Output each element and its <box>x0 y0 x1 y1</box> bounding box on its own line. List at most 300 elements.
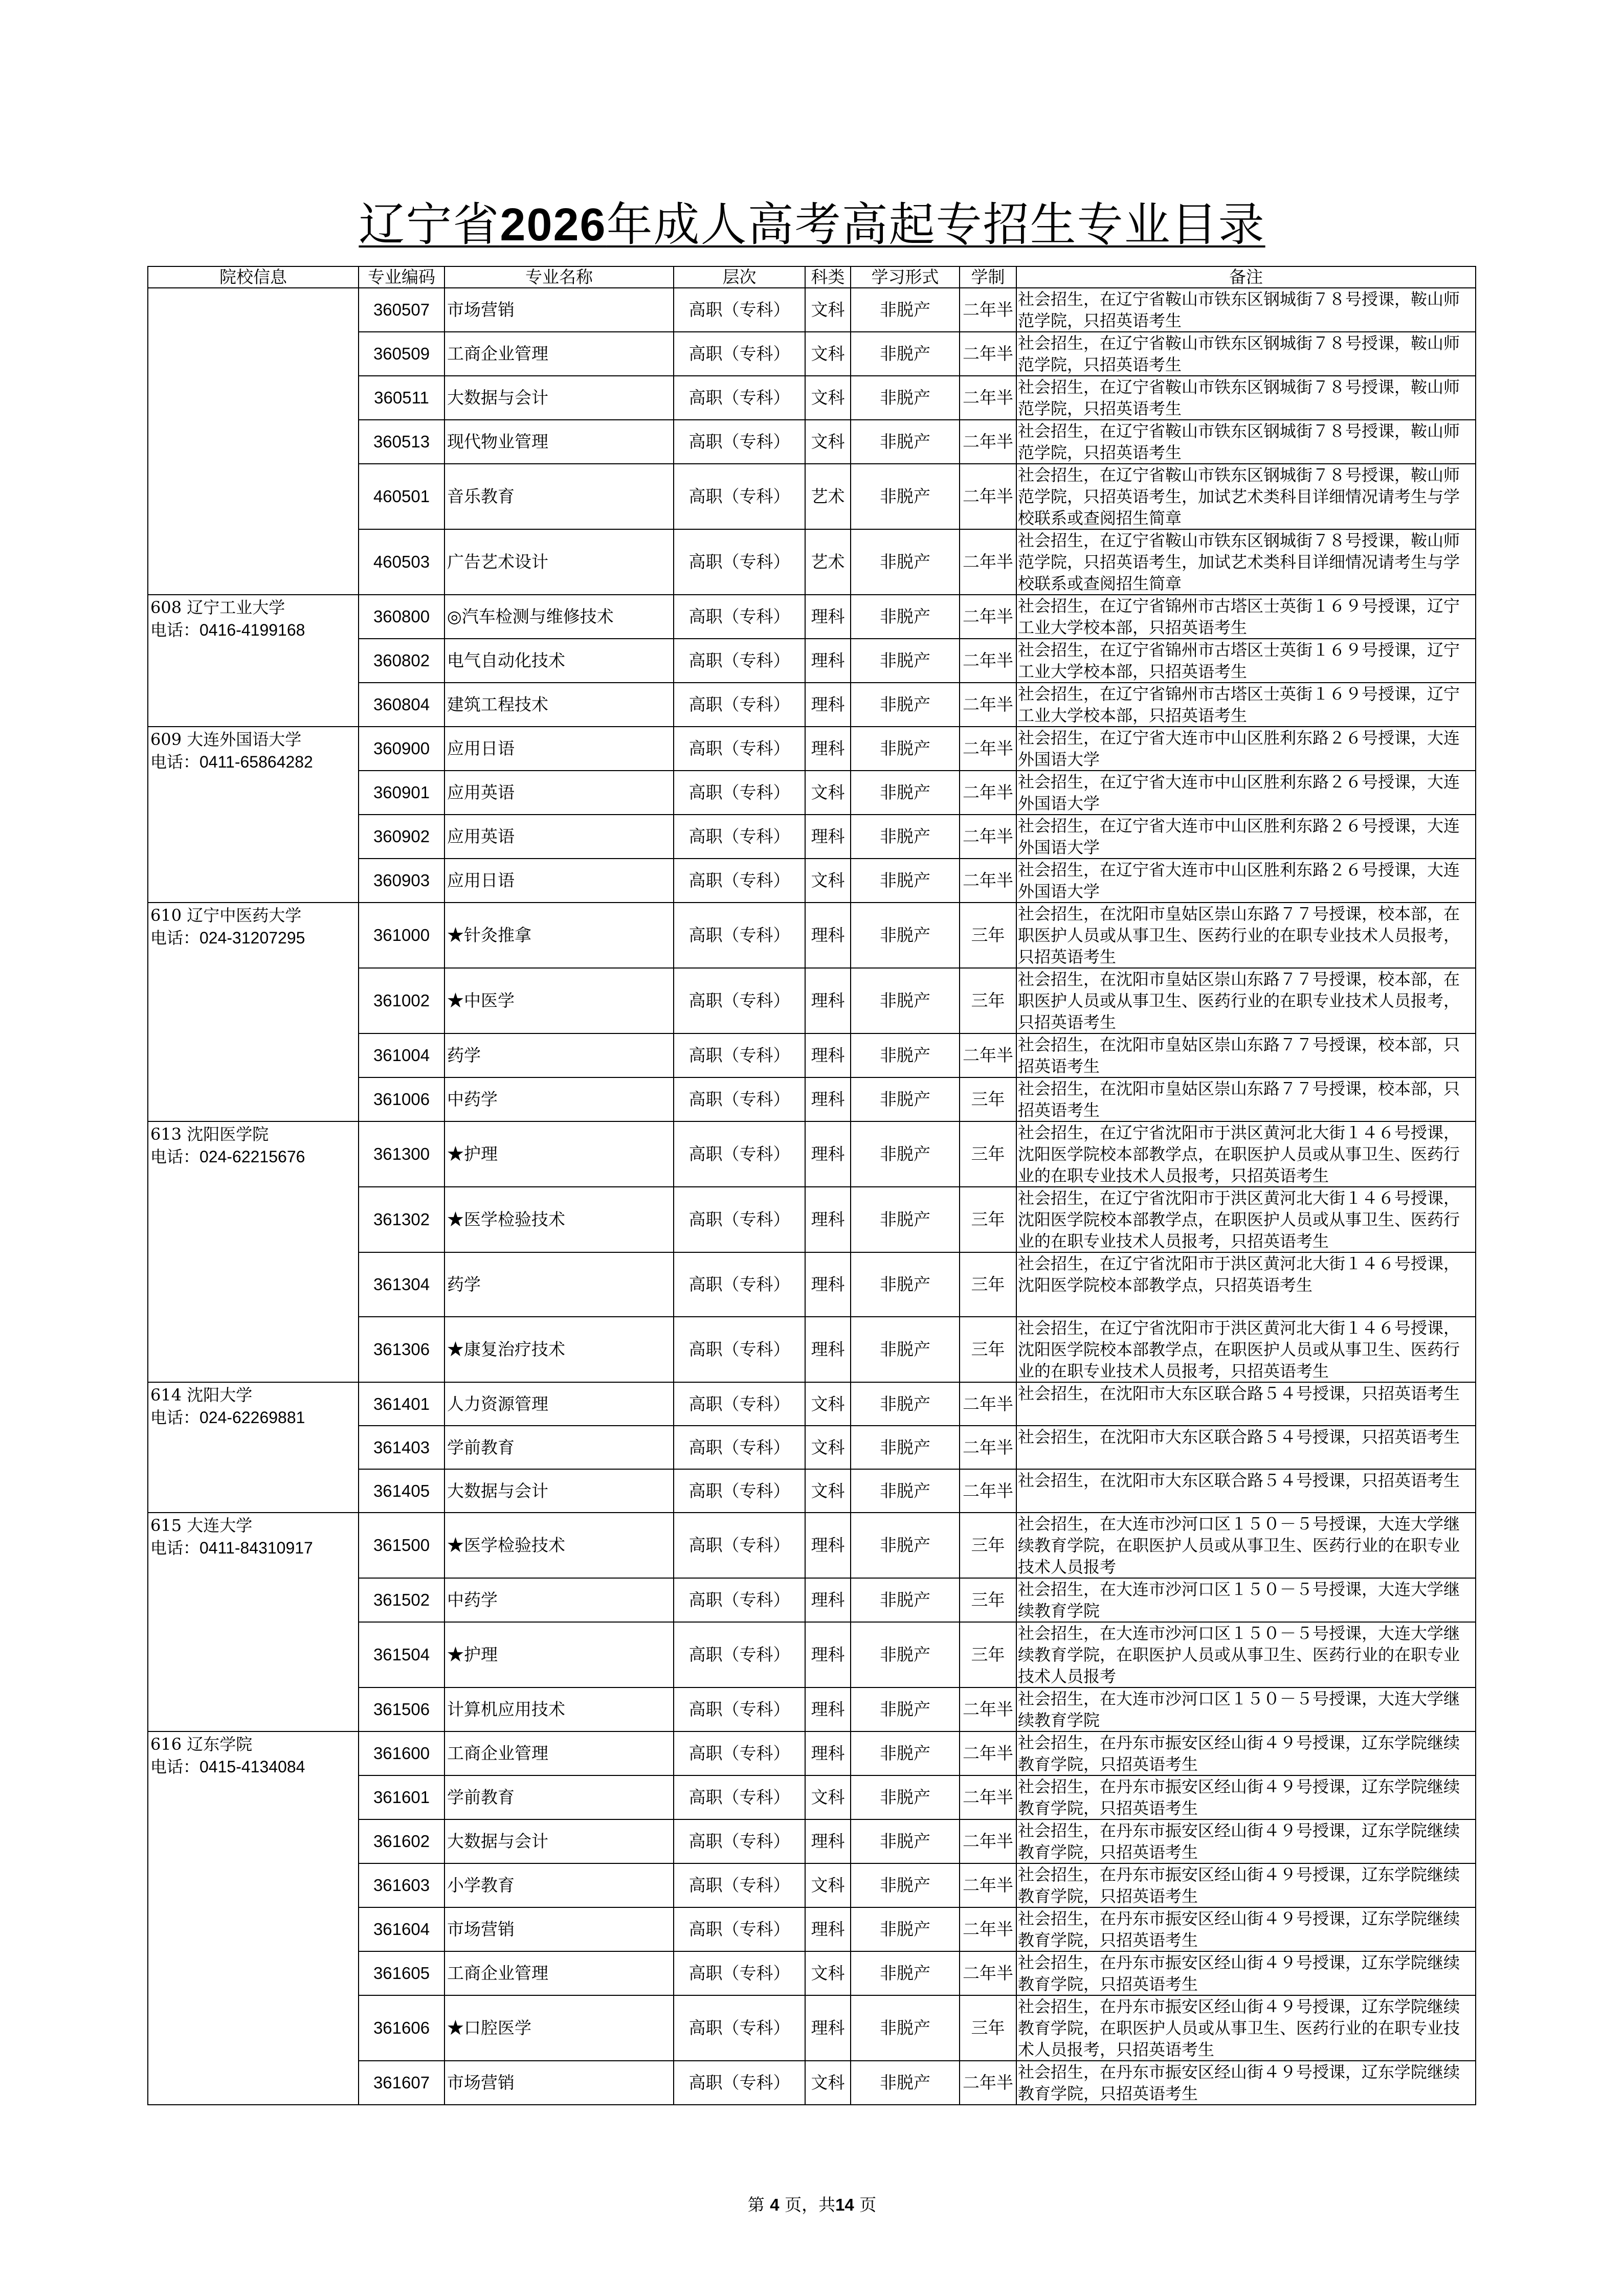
study-form: 非脱产 <box>851 1252 960 1317</box>
level: 高职（专科） <box>674 771 805 815</box>
study-form: 非脱产 <box>851 420 960 464</box>
remark: 社会招生，在辽宁省鞍山市铁东区钢城街７８号授课，鞍山师范学院，只招英语考生 <box>1016 376 1476 420</box>
level: 高职（专科） <box>674 1907 805 1951</box>
level: 高职（专科） <box>674 859 805 903</box>
duration: 三年 <box>960 1121 1016 1187</box>
major-name: 建筑工程技术 <box>444 683 674 727</box>
study-form: 非脱产 <box>851 1187 960 1252</box>
remark: 社会招生，在大连市沙河口区１５０－５号授课，大连大学继续教育学院 <box>1016 1578 1476 1622</box>
category: 理科 <box>805 1578 851 1622</box>
remark: 社会招生，在辽宁省大连市中山区胜利东路２６号授课，大连外国语大学 <box>1016 727 1476 771</box>
remark: 社会招生，在辽宁省锦州市古塔区士英街１６９号授课，辽宁工业大学校本部，只招英语考生 <box>1016 639 1476 683</box>
study-form: 非脱产 <box>851 529 960 595</box>
major-code: 360902 <box>359 815 444 859</box>
major-name: 计算机应用技术 <box>444 1687 674 1731</box>
remark: 社会招生，在辽宁省锦州市古塔区士英街１６９号授课，辽宁工业大学校本部，只招英语考生 <box>1016 683 1476 727</box>
major-code: 460501 <box>359 464 444 529</box>
major-name: ★口腔医学 <box>444 1995 674 2061</box>
study-form: 非脱产 <box>851 1995 960 2061</box>
level: 高职（专科） <box>674 1382 805 1426</box>
level: 高职（专科） <box>674 1513 805 1578</box>
category: 文科 <box>805 1469 851 1513</box>
level: 高职（专科） <box>674 1622 805 1687</box>
major-code: 361002 <box>359 968 444 1033</box>
duration: 二年半 <box>960 859 1016 903</box>
category: 理科 <box>805 1995 851 2061</box>
category: 文科 <box>805 288 851 332</box>
major-name: 药学 <box>444 1252 674 1317</box>
category: 理科 <box>805 1317 851 1382</box>
duration: 三年 <box>960 1995 1016 2061</box>
major-code: 361607 <box>359 2061 444 2105</box>
duration: 三年 <box>960 968 1016 1033</box>
level: 高职（专科） <box>674 529 805 595</box>
level: 高职（专科） <box>674 1995 805 2061</box>
category: 文科 <box>805 1426 851 1469</box>
title-suffix: 年成人高考高起专招生专业目录 <box>606 198 1265 252</box>
header-remark: 备注 <box>1016 266 1476 288</box>
major-name: 中药学 <box>444 1578 674 1622</box>
major-code: 361600 <box>359 1731 444 1775</box>
remark: 社会招生，在辽宁省鞍山市铁东区钢城街７８号授课，鞍山师范学院，只招英语考生 <box>1016 288 1476 332</box>
category: 理科 <box>805 683 851 727</box>
major-code: 361403 <box>359 1426 444 1469</box>
major-code: 361606 <box>359 1995 444 2061</box>
major-code: 361304 <box>359 1252 444 1317</box>
study-form: 非脱产 <box>851 1863 960 1907</box>
duration: 二年半 <box>960 1775 1016 1819</box>
study-form: 非脱产 <box>851 1775 960 1819</box>
duration: 二年半 <box>960 1907 1016 1951</box>
school-info-cell <box>148 1513 359 1731</box>
major-name: 现代物业管理 <box>444 420 674 464</box>
remark: 社会招生，在丹东市振安区经山街４９号授课，辽东学院继续教育学院，只招英语考生 <box>1016 1731 1476 1775</box>
category: 理科 <box>805 1187 851 1252</box>
study-form: 非脱产 <box>851 1578 960 1622</box>
duration: 二年半 <box>960 376 1016 420</box>
school-name: 610 辽宁中医药大学 <box>150 906 302 925</box>
duration: 三年 <box>960 1513 1016 1578</box>
study-form: 非脱产 <box>851 595 960 639</box>
category: 文科 <box>805 1382 851 1426</box>
category: 文科 <box>805 771 851 815</box>
study-form: 非脱产 <box>851 376 960 420</box>
major-name: ◎汽车检测与维修技术 <box>444 595 674 639</box>
major-name: 市场营销 <box>444 1907 674 1951</box>
major-code: 360511 <box>359 376 444 420</box>
level: 高职（专科） <box>674 1819 805 1863</box>
study-form: 非脱产 <box>851 332 960 376</box>
study-form: 非脱产 <box>851 464 960 529</box>
school-info-cell <box>148 1731 359 2105</box>
major-code: 360903 <box>359 859 444 903</box>
category: 文科 <box>805 2061 851 2105</box>
category: 理科 <box>805 1907 851 1951</box>
school-phone: 电话：0411-65864282 <box>150 753 313 771</box>
major-name: 广告艺术设计 <box>444 529 674 595</box>
major-code: 361500 <box>359 1513 444 1578</box>
major-catalog-table <box>147 266 1476 2105</box>
major-code: 361603 <box>359 1863 444 1907</box>
category: 理科 <box>805 639 851 683</box>
duration: 二年半 <box>960 1731 1016 1775</box>
table-row <box>148 727 1476 771</box>
study-form: 非脱产 <box>851 1951 960 1995</box>
header-code: 专业编码 <box>359 266 444 288</box>
duration: 三年 <box>960 1317 1016 1382</box>
school-info-cell <box>148 1382 359 1513</box>
remark: 社会招生，在沈阳市皇姑区崇山东路７７号授课，校本部，在职医护人员或从事卫生、医药行业的在职专业技术人员报考，只招英语考生 <box>1016 903 1476 968</box>
level: 高职（专科） <box>674 1951 805 1995</box>
major-name: ★护理 <box>444 1121 674 1187</box>
school-info-cell <box>148 1121 359 1382</box>
duration: 二年半 <box>960 420 1016 464</box>
remark: 社会招生，在丹东市振安区经山街４９号授课，辽东学院继续教育学院，在职医护人员或从事卫生、医药行业的在职专业技术人员报考，只招英语考生 <box>1016 1995 1476 2061</box>
level: 高职（专科） <box>674 1033 805 1077</box>
header-level: 层次 <box>674 266 805 288</box>
duration: 二年半 <box>960 2061 1016 2105</box>
study-form: 非脱产 <box>851 1513 960 1578</box>
school-phone: 电话：024-62215676 <box>150 1147 305 1166</box>
level: 高职（专科） <box>674 968 805 1033</box>
remark: 社会招生，在大连市沙河口区１５０－５号授课，大连大学继续教育学院，在职医护人员或从事卫生、医药行业的在职专业技术人员报考 <box>1016 1513 1476 1578</box>
study-form: 非脱产 <box>851 1426 960 1469</box>
study-form: 非脱产 <box>851 1687 960 1731</box>
page-footer <box>0 2195 1624 2215</box>
major-name: 应用英语 <box>444 771 674 815</box>
duration: 二年半 <box>960 288 1016 332</box>
school-name: 615 大连大学 <box>150 1516 253 1535</box>
major-name: 市场营销 <box>444 2061 674 2105</box>
study-form: 非脱产 <box>851 288 960 332</box>
category: 理科 <box>805 1033 851 1077</box>
major-code: 360901 <box>359 771 444 815</box>
category: 文科 <box>805 1863 851 1907</box>
page-title <box>0 194 1624 256</box>
major-name: 药学 <box>444 1033 674 1077</box>
category: 文科 <box>805 1775 851 1819</box>
school-info-cell <box>148 903 359 1121</box>
duration: 二年半 <box>960 1687 1016 1731</box>
level: 高职（专科） <box>674 1731 805 1775</box>
duration: 三年 <box>960 1187 1016 1252</box>
category: 文科 <box>805 332 851 376</box>
level: 高职（专科） <box>674 2061 805 2105</box>
major-code: 361405 <box>359 1469 444 1513</box>
table-row <box>148 1121 1476 1187</box>
level: 高职（专科） <box>674 1687 805 1731</box>
school-phone: 电话：024-62269881 <box>150 1408 305 1427</box>
duration: 三年 <box>960 1622 1016 1687</box>
school-info-cell <box>148 595 359 727</box>
school-phone: 电话：0415-4134084 <box>150 1758 305 1776</box>
catalog-body <box>148 288 1476 2105</box>
level: 高职（专科） <box>674 1317 805 1382</box>
study-form: 非脱产 <box>851 1731 960 1775</box>
duration: 二年半 <box>960 1951 1016 1995</box>
duration: 二年半 <box>960 1426 1016 1469</box>
major-code: 360802 <box>359 639 444 683</box>
study-form: 非脱产 <box>851 727 960 771</box>
major-name: 大数据与会计 <box>444 1469 674 1513</box>
table-row <box>148 288 1476 332</box>
major-name: 电气自动化技术 <box>444 639 674 683</box>
major-name: 人力资源管理 <box>444 1382 674 1426</box>
major-code: 361605 <box>359 1951 444 1995</box>
level: 高职（专科） <box>674 1121 805 1187</box>
study-form: 非脱产 <box>851 815 960 859</box>
remark: 社会招生，在沈阳市皇姑区崇山东路７７号授课，校本部，在职医护人员或从事卫生、医药行业的在职专业技术人员报考，只招英语考生 <box>1016 968 1476 1033</box>
duration: 二年半 <box>960 1382 1016 1426</box>
remark: 社会招生，在丹东市振安区经山街４９号授课，辽东学院继续教育学院，只招英语考生 <box>1016 1775 1476 1819</box>
duration: 二年半 <box>960 815 1016 859</box>
level: 高职（专科） <box>674 1187 805 1252</box>
duration: 二年半 <box>960 1819 1016 1863</box>
category: 文科 <box>805 859 851 903</box>
duration: 二年半 <box>960 529 1016 595</box>
school-info-cell <box>148 727 359 903</box>
category: 理科 <box>805 815 851 859</box>
major-name: 工商企业管理 <box>444 1731 674 1775</box>
study-form: 非脱产 <box>851 639 960 683</box>
duration: 二年半 <box>960 595 1016 639</box>
school-phone: 电话：0416-4199168 <box>150 621 305 639</box>
remark: 社会招生，在大连市沙河口区１５０－５号授课，大连大学继续教育学院 <box>1016 1687 1476 1731</box>
major-name: ★中医学 <box>444 968 674 1033</box>
major-code: 361502 <box>359 1578 444 1622</box>
table-row <box>148 903 1476 968</box>
category: 理科 <box>805 1077 851 1121</box>
major-name: 应用日语 <box>444 727 674 771</box>
major-name: ★医学检验技术 <box>444 1187 674 1252</box>
table-row <box>148 1731 1476 1775</box>
category: 艺术 <box>805 529 851 595</box>
level: 高职（专科） <box>674 1426 805 1469</box>
remark: 社会招生，在沈阳市大东区联合路５４号授课，只招英语考生 <box>1016 1426 1476 1469</box>
level: 高职（专科） <box>674 332 805 376</box>
level: 高职（专科） <box>674 1469 805 1513</box>
major-name: 大数据与会计 <box>444 376 674 420</box>
study-form: 非脱产 <box>851 1469 960 1513</box>
major-name: 大数据与会计 <box>444 1819 674 1863</box>
major-code: 361000 <box>359 903 444 968</box>
major-code: 361602 <box>359 1819 444 1863</box>
category: 理科 <box>805 1513 851 1578</box>
major-code: 360509 <box>359 332 444 376</box>
study-form: 非脱产 <box>851 1622 960 1687</box>
level: 高职（专科） <box>674 420 805 464</box>
major-code: 360800 <box>359 595 444 639</box>
category: 理科 <box>805 1687 851 1731</box>
title-year: 2026 <box>500 199 607 251</box>
header-category: 科类 <box>805 266 851 288</box>
category: 文科 <box>805 376 851 420</box>
major-name: ★护理 <box>444 1622 674 1687</box>
duration: 二年半 <box>960 1033 1016 1077</box>
category: 理科 <box>805 968 851 1033</box>
category: 文科 <box>805 1951 851 1995</box>
level: 高职（专科） <box>674 1252 805 1317</box>
remark: 社会招生，在大连市沙河口区１５０－５号授课，大连大学继续教育学院，在职医护人员或从事卫生、医药行业的在职专业技术人员报考 <box>1016 1622 1476 1687</box>
major-name: 工商企业管理 <box>444 332 674 376</box>
category: 理科 <box>805 1252 851 1317</box>
major-code: 360507 <box>359 288 444 332</box>
major-code: 361504 <box>359 1622 444 1687</box>
major-name: 应用日语 <box>444 859 674 903</box>
study-form: 非脱产 <box>851 2061 960 2105</box>
study-form: 非脱产 <box>851 1907 960 1951</box>
header-study-form: 学习形式 <box>851 266 960 288</box>
duration: 二年半 <box>960 771 1016 815</box>
duration: 二年半 <box>960 683 1016 727</box>
remark: 社会招生，在辽宁省沈阳市于洪区黄河北大街１４６号授课，沈阳医学院校本部教学点，在职医护人员或从事卫生、医药行业的在职专业技术人员报考，只招英语考生 <box>1016 1317 1476 1382</box>
category: 理科 <box>805 1819 851 1863</box>
table-row <box>148 1382 1476 1426</box>
duration: 三年 <box>960 1077 1016 1121</box>
major-code: 361601 <box>359 1775 444 1819</box>
level: 高职（专科） <box>674 683 805 727</box>
header-school: 院校信息 <box>148 266 359 288</box>
footer-pre: 第 <box>747 2195 765 2215</box>
category: 理科 <box>805 1622 851 1687</box>
major-name: ★康复治疗技术 <box>444 1317 674 1382</box>
category: 艺术 <box>805 464 851 529</box>
school-phone: 电话：0411-84310917 <box>150 1539 313 1557</box>
study-form: 非脱产 <box>851 1033 960 1077</box>
remark: 社会招生，在丹东市振安区经山街４９号授课，辽东学院继续教育学院，只招英语考生 <box>1016 1951 1476 1995</box>
major-name: ★针灸推拿 <box>444 903 674 968</box>
category: 理科 <box>805 1121 851 1187</box>
study-form: 非脱产 <box>851 968 960 1033</box>
level: 高职（专科） <box>674 815 805 859</box>
remark: 社会招生，在沈阳市大东区联合路５４号授课，只招英语考生 <box>1016 1382 1476 1426</box>
duration: 二年半 <box>960 464 1016 529</box>
major-name: 中药学 <box>444 1077 674 1121</box>
major-code: 361306 <box>359 1317 444 1382</box>
duration: 二年半 <box>960 639 1016 683</box>
major-name: ★医学检验技术 <box>444 1513 674 1578</box>
school-info-cell <box>148 288 359 595</box>
major-name: 音乐教育 <box>444 464 674 529</box>
school-name: 613 沈阳医学院 <box>150 1124 269 1144</box>
study-form: 非脱产 <box>851 1819 960 1863</box>
remark: 社会招生，在辽宁省大连市中山区胜利东路２６号授课，大连外国语大学 <box>1016 815 1476 859</box>
category: 理科 <box>805 727 851 771</box>
remark: 社会招生，在丹东市振安区经山街４９号授课，辽东学院继续教育学院，只招英语考生 <box>1016 1863 1476 1907</box>
category: 理科 <box>805 595 851 639</box>
header-row <box>148 266 1476 288</box>
study-form: 非脱产 <box>851 771 960 815</box>
duration: 二年半 <box>960 727 1016 771</box>
study-form: 非脱产 <box>851 683 960 727</box>
title-prefix: 辽宁省 <box>359 198 500 252</box>
school-phone: 电话：024-31207295 <box>150 929 305 947</box>
school-name: 616 辽东学院 <box>150 1735 253 1754</box>
study-form: 非脱产 <box>851 859 960 903</box>
level: 高职（专科） <box>674 1077 805 1121</box>
category: 文科 <box>805 420 851 464</box>
major-name: 小学教育 <box>444 1863 674 1907</box>
level: 高职（专科） <box>674 727 805 771</box>
remark: 社会招生，在辽宁省沈阳市于洪区黄河北大街１４６号授课，沈阳医学院校本部教学点，在职医护人员或从事卫生、医药行业的在职专业技术人员报考，只招英语考生 <box>1016 1187 1476 1252</box>
study-form: 非脱产 <box>851 1382 960 1426</box>
remark: 社会招生，在沈阳市皇姑区崇山东路７７号授课，校本部，只招英语考生 <box>1016 1033 1476 1077</box>
remark: 社会招生，在丹东市振安区经山街４９号授课，辽东学院继续教育学院，只招英语考生 <box>1016 2061 1476 2105</box>
remark: 社会招生，在辽宁省鞍山市铁东区钢城街７８号授课，鞍山师范学院，只招英语考生 <box>1016 420 1476 464</box>
table-row <box>148 1513 1476 1578</box>
major-name: 学前教育 <box>444 1426 674 1469</box>
remark: 社会招生，在沈阳市皇姑区崇山东路７７号授课，校本部，只招英语考生 <box>1016 1077 1476 1121</box>
duration: 三年 <box>960 1578 1016 1622</box>
header-major: 专业名称 <box>444 266 674 288</box>
remark: 社会招生，在辽宁省鞍山市铁东区钢城街７８号授课，鞍山师范学院，只招英语考生，加试艺术类科目详细情况请考生与学校联系或查阅招生简章 <box>1016 529 1476 595</box>
remark: 社会招生，在辽宁省沈阳市于洪区黄河北大街１４６号授课，沈阳医学院校本部教学点，只招英语考生 <box>1016 1252 1476 1317</box>
school-name: 608 辽宁工业大学 <box>150 598 285 617</box>
remark: 社会招生，在辽宁省鞍山市铁东区钢城街７８号授课，鞍山师范学院，只招英语考生 <box>1016 332 1476 376</box>
major-code: 361401 <box>359 1382 444 1426</box>
remark: 社会招生，在辽宁省鞍山市铁东区钢城街７８号授课，鞍山师范学院，只招英语考生，加试艺术类科目详细情况请考生与学校联系或查阅招生简章 <box>1016 464 1476 529</box>
remark: 社会招生，在丹东市振安区经山街４９号授课，辽东学院继续教育学院，只招英语考生 <box>1016 1907 1476 1951</box>
major-name: 学前教育 <box>444 1775 674 1819</box>
level: 高职（专科） <box>674 1775 805 1819</box>
remark: 社会招生，在辽宁省大连市中山区胜利东路２６号授课，大连外国语大学 <box>1016 859 1476 903</box>
level: 高职（专科） <box>674 464 805 529</box>
category: 理科 <box>805 903 851 968</box>
study-form: 非脱产 <box>851 1077 960 1121</box>
major-name: 工商企业管理 <box>444 1951 674 1995</box>
duration: 二年半 <box>960 1863 1016 1907</box>
major-code: 361004 <box>359 1033 444 1077</box>
duration: 二年半 <box>960 332 1016 376</box>
duration: 二年半 <box>960 1469 1016 1513</box>
table-row <box>148 595 1476 639</box>
level: 高职（专科） <box>674 1863 805 1907</box>
major-code: 361302 <box>359 1187 444 1252</box>
study-form: 非脱产 <box>851 903 960 968</box>
major-name: 应用英语 <box>444 815 674 859</box>
major-code: 360900 <box>359 727 444 771</box>
footer-mid: 页，共 <box>785 2195 836 2215</box>
level: 高职（专科） <box>674 288 805 332</box>
remark: 社会招生，在辽宁省大连市中山区胜利东路２６号授课，大连外国语大学 <box>1016 771 1476 815</box>
school-name: 609 大连外国语大学 <box>150 730 302 749</box>
remark: 社会招生，在辽宁省锦州市古塔区士英街１６９号授课，辽宁工业大学校本部，只招英语考生 <box>1016 595 1476 639</box>
header-duration: 学制 <box>960 266 1016 288</box>
study-form: 非脱产 <box>851 1121 960 1187</box>
major-code: 361604 <box>359 1907 444 1951</box>
level: 高职（专科） <box>674 903 805 968</box>
duration: 三年 <box>960 903 1016 968</box>
footer-post: 页 <box>859 2195 877 2215</box>
major-name: 市场营销 <box>444 288 674 332</box>
major-code: 360804 <box>359 683 444 727</box>
duration: 三年 <box>960 1252 1016 1317</box>
level: 高职（专科） <box>674 1578 805 1622</box>
remark: 社会招生，在辽宁省沈阳市于洪区黄河北大街１４６号授课，沈阳医学院校本部教学点，在职医护人员或从事卫生、医药行业的在职专业技术人员报考，只招英语考生 <box>1016 1121 1476 1187</box>
level: 高职（专科） <box>674 376 805 420</box>
category: 理科 <box>805 1731 851 1775</box>
major-code: 361300 <box>359 1121 444 1187</box>
remark: 社会招生，在沈阳市大东区联合路５４号授课，只招英语考生 <box>1016 1469 1476 1513</box>
level: 高职（专科） <box>674 639 805 683</box>
footer-current-page: 4 <box>770 2195 780 2214</box>
study-form: 非脱产 <box>851 1317 960 1382</box>
remark: 社会招生，在丹东市振安区经山街４９号授课，辽东学院继续教育学院，只招英语考生 <box>1016 1819 1476 1863</box>
major-code: 360513 <box>359 420 444 464</box>
major-code: 460503 <box>359 529 444 595</box>
major-code: 361006 <box>359 1077 444 1121</box>
school-name: 614 沈阳大学 <box>150 1385 253 1405</box>
